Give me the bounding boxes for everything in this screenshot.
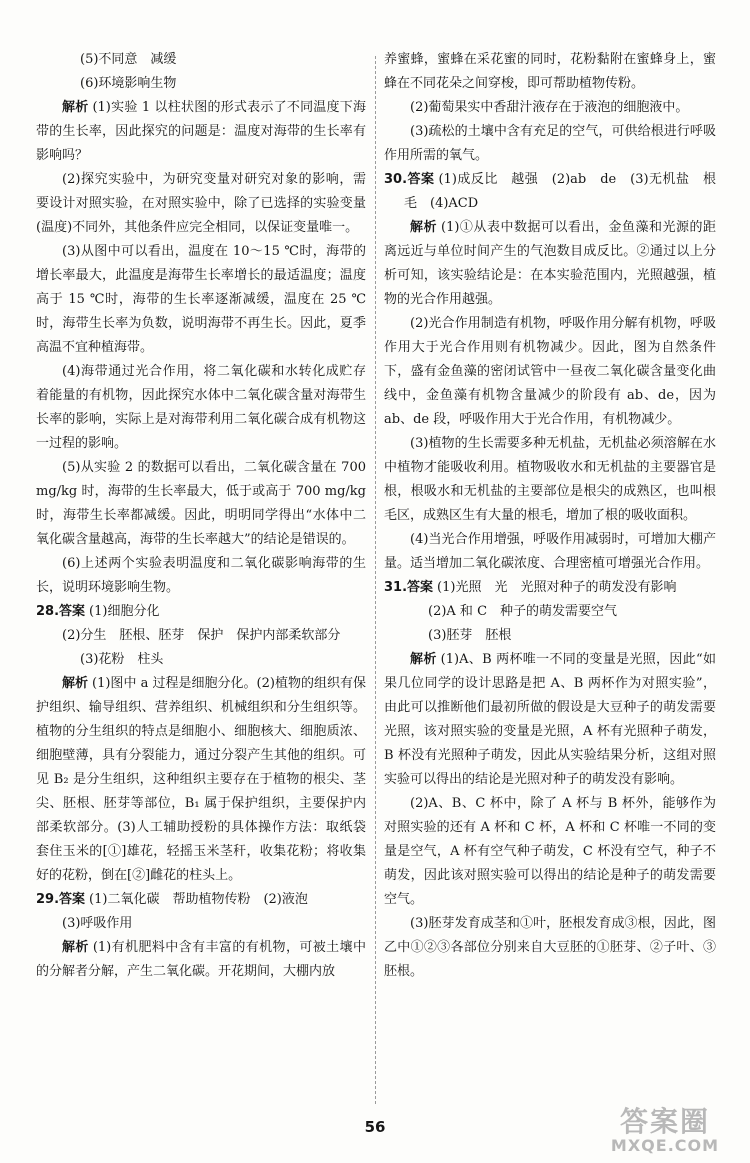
answer-subline: (2)A 和 C 种子的萌发需要空气 bbox=[428, 604, 618, 619]
text-paragraph: (5)从实验 2 的数据可以看出，二氧化碳含量在 700 mg/kg 时，海带的生长率最大，低于或高于 700 mg/kg 时，海带生长率都减缓。因此，明明同学得出“水体中二氧化碳含量越高，海带的生长率越大”的结论是错误的。 bbox=[36, 460, 366, 547]
answer-tag: 答案 bbox=[59, 604, 86, 619]
answer-text: (1)成反比 越强 (2)ab de (3)无机盐 根毛 (4)ACD bbox=[404, 172, 716, 211]
answer-text: (1)光照 光 光照对种子的萌发没有影响 bbox=[437, 580, 677, 595]
analysis-tag: 解析 bbox=[62, 940, 89, 955]
question-number: 29. bbox=[36, 892, 60, 907]
analysis-paragraph bbox=[36, 672, 366, 888]
question-number: 30. bbox=[384, 172, 408, 187]
text-paragraph: (6)上述两个实验表明温度和二氧化碳影响海带的生长，说明环境影响生物。 bbox=[36, 556, 366, 595]
text-paragraph: (3)植物的生长需要多种无机盐，无机盐必须溶解在水中植物才能吸收利用。植物吸收水和无机盐的主要器官是根，根吸水和无机盐的主要部位是根尖的成熟区，也叫根毛区，成熟区生有大量的根毛，增加了根的吸收面积。 bbox=[384, 436, 716, 523]
answer-subline: (3)胚芽 胚根 bbox=[428, 628, 512, 643]
analysis-text: (1)①从表中数据可以看出，金鱼藻和光源的距离远近与单位时间产生的气泡数目成反比。②通过以上分析可知，该实验结论是：在本实验范围内，光照越强，植物的光合作用越强。 bbox=[384, 220, 716, 307]
analysis-paragraph bbox=[384, 216, 716, 312]
analysis-paragraph bbox=[36, 936, 366, 984]
text-paragraph: (2)A、B、C 杯中，除了 A 杯与 B 杯外，能够作为对照实验的还有 A 杯和 C 杯，A 杯和 C 杯唯一不同的变量是空气，A 杯有空气种子萌发，C 杯没有空气，种子不萌发，因此该对照实验可以得出的结论是种子的萌发需要空气。 bbox=[384, 796, 716, 907]
text-paragraph: (2)光合作用制造有机物，呼吸作用分解有机物，呼吸作用大于光合作用则有机物减少。因此，图为自然条件下，盛有金鱼藻的密闭试管中一昼夜二氧化碳含量变化曲线中，金鱼藻有机物含量减少的阶段有 ab、de，因为 ab、de 段，呼吸作用大于光合作用，有机物减少。 bbox=[384, 316, 716, 427]
analysis-text: (1)有机肥料中含有丰富的有机物，可被土壤中的分解者分解，产生二氧化碳。开花期间，大棚内放 bbox=[36, 940, 366, 979]
answer-subline: (5)不同意 减缓 bbox=[80, 52, 177, 67]
text-paragraph: 养蜜蜂，蜜蜂在采花蜜的同时，花粉黏附在蜜蜂身上，蜜蜂在不同花朵之间穿梭，即可帮助植物传粉。 bbox=[384, 52, 716, 91]
answer-subline: (3)花粉 柱头 bbox=[80, 652, 164, 667]
watermark-line1: 答案圈 bbox=[619, 1105, 710, 1138]
answer-line bbox=[384, 576, 716, 600]
right-column bbox=[384, 48, 716, 984]
watermark-line2: MXQE.COM bbox=[610, 1136, 720, 1155]
analysis-tag: 解析 bbox=[62, 100, 89, 115]
page-number: 56 bbox=[364, 1118, 386, 1136]
analysis-tag: 解析 bbox=[62, 676, 89, 691]
answer-line bbox=[384, 168, 716, 216]
text-paragraph: (3)胚芽发育成茎和①叶，胚根发育成③根，因此，图乙中①②③各部位分别来自大豆胚的①胚芽、②子叶、③胚根。 bbox=[384, 916, 716, 979]
answer-tag: 答案 bbox=[407, 580, 434, 595]
analysis-paragraph bbox=[384, 648, 716, 792]
analysis-text: (1)实验 1 以柱状图的形式表示了不同温度下海带的生长率，因此探究的问题是：温度对海带的生长率有影响吗？ bbox=[36, 100, 366, 163]
analysis-tag: 解析 bbox=[410, 220, 438, 235]
answer-subline: (3)呼吸作用 bbox=[62, 916, 133, 931]
answer-line bbox=[36, 888, 366, 912]
answer-subline: (2)分生 胚根、胚芽 保护 保护内部柔软部分 bbox=[62, 628, 341, 643]
text-paragraph: (2)葡萄果实中香甜汁液存在于液泡的细胞液中。 bbox=[410, 100, 689, 115]
analysis-tag: 解析 bbox=[410, 652, 437, 667]
text-paragraph: (3)从图中可以看出，温度在 10～15 ℃时，海带的增长率最大，此温度是海带生长率增长的最适温度；温度高于 15 ℃时，海带的生长率逐渐减缓，温度在 25 ℃时，海带生长率为负数，说明海带不再生长。因此，夏季高温不宜种植海带。 bbox=[36, 244, 366, 355]
question-number: 31. bbox=[384, 580, 408, 595]
answer-text: (1)二氧化碳 帮助植物传粉 (2)液泡 bbox=[89, 892, 308, 907]
text-paragraph: (3)疏松的土壤中含有充足的空气，可供给根进行呼吸作用所需的氧气。 bbox=[384, 124, 716, 163]
text-paragraph: (4)海带通过光合作用，将二氧化碳和水转化成贮存着能量的有机物，因此探究水体中二氧化碳含量对海带生长率的影响，实际上是对海带利用二氧化碳合成有机物这一过程的影响。 bbox=[36, 364, 366, 451]
watermark-logo bbox=[590, 1107, 740, 1159]
column-divider bbox=[375, 56, 376, 1104]
text-paragraph: (4)当光合作用增强，呼吸作用减弱时，可增加大棚产量。适当增加二氧化碳浓度、合理密植可增强光合作用。 bbox=[384, 532, 716, 571]
answer-subline: (6)环境影响生物 bbox=[80, 76, 177, 91]
answer-text: (1)细胞分化 bbox=[89, 604, 160, 619]
analysis-paragraph bbox=[36, 96, 366, 168]
answer-line bbox=[36, 600, 366, 624]
question-number: 28. bbox=[36, 604, 60, 619]
answer-tag: 答案 bbox=[59, 892, 86, 907]
analysis-text: (1)图中 a 过程是细胞分化。(2)植物的组织有保护组织、输导组织、营养组织、机械组织和分生组织等。植物的分生组织的特点是细胞小、细胞核大、细胞质浓、细胞壁薄，具有分裂能力，通过分裂产生其他的组织。可见 B₂ 是分生组织，这种组织主要存在于植物的根尖、茎尖、胚根、胚芽等部位，B₁ 属于保护组织，主要保护内部柔软部分。(3)人工辅助授粉的具体操作方法：取纸袋套住玉米的[①]雄花，轻摇玉米茎秆，收集花粉；将收集好的花粉，倒在[②]雌花的柱头上。 bbox=[36, 676, 366, 883]
left-column bbox=[36, 48, 366, 984]
answer-tag: 答案 bbox=[407, 172, 435, 187]
analysis-text: (1)A、B 两杯唯一不同的变量是光照，因此“如果几位同学的设计思路是把 A、B 两杯作为对照实验”，由此可以推断他们最初所做的假设是大豆种子的萌发需要光照，该对照实验的变量是光照，A 杯有光照种子萌发，B 杯没有光照种子萌发，因此从实验结果分析，这组对照实验可以得出的结论是光照对种子的萌发没有影响。 bbox=[384, 652, 716, 787]
text-paragraph: (2)探究实验中，为研究变量对研究对象的影响，需要设计对照实验，在对照实验中，除了已选择的实验变量(温度)不同外，其他条件应完全相同，以保证变量唯一。 bbox=[36, 172, 366, 235]
